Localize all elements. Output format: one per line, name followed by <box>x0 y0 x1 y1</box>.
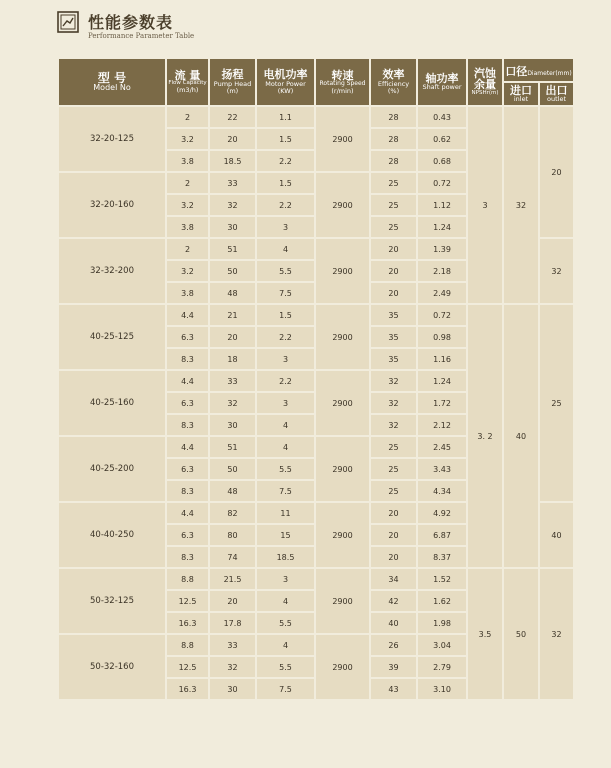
efficiency-cell: 32 <box>371 393 416 413</box>
flow-cell: 8.8 <box>167 635 208 655</box>
efficiency-cell: 39 <box>371 657 416 677</box>
power-cell: 4 <box>257 239 314 259</box>
head-cell: 32 <box>210 657 255 677</box>
power-cell: 7.5 <box>257 679 314 699</box>
page-header <box>0 0 611 52</box>
header-npsh: 汽蚀 余量 NPSHr(m) <box>468 59 502 105</box>
efficiency-cell: 35 <box>371 349 416 369</box>
head-cell: 32 <box>210 195 255 215</box>
shaft-power-cell: 2.45 <box>418 437 466 457</box>
efficiency-cell: 20 <box>371 525 416 545</box>
flow-cell: 3.8 <box>167 217 208 237</box>
head-cell: 20 <box>210 129 255 149</box>
head-cell: 33 <box>210 371 255 391</box>
power-cell: 4 <box>257 635 314 655</box>
efficiency-cell: 20 <box>371 283 416 303</box>
head-cell: 18.5 <box>210 151 255 171</box>
efficiency-cell: 40 <box>371 613 416 633</box>
efficiency-cell: 25 <box>371 437 416 457</box>
power-cell: 1.5 <box>257 173 314 193</box>
shaft-power-cell: 3.43 <box>418 459 466 479</box>
shaft-power-cell: 1.98 <box>418 613 466 633</box>
shaft-power-cell: 0.98 <box>418 327 466 347</box>
speed-cell: 2900 <box>316 107 369 171</box>
inlet-cell: 40 <box>504 305 538 567</box>
header-power: 电机功率 Motor Power (KW) <box>257 59 314 105</box>
table-row <box>59 305 573 325</box>
power-cell: 7.5 <box>257 481 314 501</box>
header-model: 型 号 Model No <box>59 59 165 105</box>
head-cell: 74 <box>210 547 255 567</box>
head-cell: 33 <box>210 173 255 193</box>
flow-cell: 2 <box>167 173 208 193</box>
model-cell: 40-25-200 <box>59 437 165 501</box>
flow-cell: 16.3 <box>167 613 208 633</box>
head-cell: 32 <box>210 393 255 413</box>
efficiency-cell: 32 <box>371 371 416 391</box>
flow-cell: 8.3 <box>167 547 208 567</box>
head-cell: 21 <box>210 305 255 325</box>
efficiency-cell: 28 <box>371 151 416 171</box>
head-cell: 50 <box>210 261 255 281</box>
head-cell: 22 <box>210 107 255 127</box>
power-cell: 3 <box>257 393 314 413</box>
efficiency-cell: 25 <box>371 481 416 501</box>
power-cell: 18.5 <box>257 547 314 567</box>
speed-cell: 2900 <box>316 305 369 369</box>
head-cell: 48 <box>210 283 255 303</box>
head-cell: 18 <box>210 349 255 369</box>
power-cell: 11 <box>257 503 314 523</box>
shaft-power-cell: 1.12 <box>418 195 466 215</box>
shaft-power-cell: 0.62 <box>418 129 466 149</box>
flow-cell: 4.4 <box>167 437 208 457</box>
flow-cell: 8.3 <box>167 481 208 501</box>
flow-cell: 4.4 <box>167 503 208 523</box>
shaft-power-cell: 2.49 <box>418 283 466 303</box>
inlet-cell: 32 <box>504 107 538 303</box>
head-cell: 51 <box>210 239 255 259</box>
model-cell: 50-32-125 <box>59 569 165 633</box>
header-inlet: 进口 inlet <box>504 83 538 105</box>
speed-cell: 2900 <box>316 173 369 237</box>
efficiency-cell: 20 <box>371 503 416 523</box>
efficiency-cell: 34 <box>371 569 416 589</box>
head-cell: 30 <box>210 415 255 435</box>
model-cell: 40-25-160 <box>59 371 165 435</box>
efficiency-cell: 20 <box>371 547 416 567</box>
shaft-power-cell: 1.72 <box>418 393 466 413</box>
table-row <box>59 569 573 589</box>
shaft-power-cell: 4.34 <box>418 481 466 501</box>
page-subtitle: Performance Parameter Table <box>88 32 195 40</box>
head-cell: 82 <box>210 503 255 523</box>
shaft-power-cell: 2.18 <box>418 261 466 281</box>
speed-cell: 2900 <box>316 239 369 303</box>
flow-cell: 3.2 <box>167 261 208 281</box>
model-cell: 40-40-250 <box>59 503 165 567</box>
efficiency-cell: 28 <box>371 107 416 127</box>
head-cell: 30 <box>210 217 255 237</box>
flow-cell: 4.4 <box>167 305 208 325</box>
header-flow: 流 量 Flow Capacity (m3/h) <box>167 59 208 105</box>
efficiency-cell: 25 <box>371 459 416 479</box>
speed-cell: 2900 <box>316 371 369 435</box>
outlet-cell: 32 <box>540 569 573 699</box>
performance-table <box>57 57 575 701</box>
shaft-power-cell: 1.24 <box>418 217 466 237</box>
power-cell: 4 <box>257 437 314 457</box>
power-cell: 2.2 <box>257 195 314 215</box>
shaft-power-cell: 0.72 <box>418 173 466 193</box>
shaft-power-cell: 0.43 <box>418 107 466 127</box>
power-cell: 2.2 <box>257 371 314 391</box>
power-cell: 4 <box>257 415 314 435</box>
flow-cell: 8.3 <box>167 349 208 369</box>
model-cell: 50-32-160 <box>59 635 165 699</box>
flow-cell: 2 <box>167 107 208 127</box>
shaft-power-cell: 0.72 <box>418 305 466 325</box>
head-cell: 21.5 <box>210 569 255 589</box>
outlet-cell: 32 <box>540 239 573 303</box>
head-cell: 30 <box>210 679 255 699</box>
table-row <box>59 107 573 127</box>
flow-cell: 6.3 <box>167 327 208 347</box>
shaft-power-cell: 8.37 <box>418 547 466 567</box>
efficiency-cell: 20 <box>371 239 416 259</box>
outlet-cell: 40 <box>540 503 573 567</box>
efficiency-cell: 26 <box>371 635 416 655</box>
header-diameter: 口径Diameter(mm) <box>504 59 573 81</box>
efficiency-cell: 35 <box>371 305 416 325</box>
shaft-power-cell: 1.39 <box>418 239 466 259</box>
flow-cell: 3.2 <box>167 129 208 149</box>
power-cell: 7.5 <box>257 283 314 303</box>
efficiency-cell: 25 <box>371 173 416 193</box>
shaft-power-cell: 1.52 <box>418 569 466 589</box>
shaft-power-cell: 4.92 <box>418 503 466 523</box>
model-cell: 40-25-125 <box>59 305 165 369</box>
head-cell: 51 <box>210 437 255 457</box>
power-cell: 2.2 <box>257 151 314 171</box>
efficiency-cell: 25 <box>371 217 416 237</box>
power-cell: 5.5 <box>257 459 314 479</box>
efficiency-cell: 43 <box>371 679 416 699</box>
flow-cell: 6.3 <box>167 393 208 413</box>
efficiency-cell: 42 <box>371 591 416 611</box>
shaft-power-cell: 1.16 <box>418 349 466 369</box>
flow-cell: 3.8 <box>167 151 208 171</box>
chart-icon <box>57 11 79 33</box>
npsh-cell: 3 <box>468 107 502 303</box>
shaft-power-cell: 1.24 <box>418 371 466 391</box>
power-cell: 3 <box>257 349 314 369</box>
header-efficiency: 效率 Efficiency (%) <box>371 59 416 105</box>
power-cell: 1.1 <box>257 107 314 127</box>
flow-cell: 2 <box>167 239 208 259</box>
efficiency-cell: 20 <box>371 261 416 281</box>
page-title: 性能参数表 <box>88 13 174 32</box>
power-cell: 5.5 <box>257 613 314 633</box>
header-head: 扬程 Pump Head (m) <box>210 59 255 105</box>
shaft-power-cell: 2.79 <box>418 657 466 677</box>
shaft-power-cell: 2.12 <box>418 415 466 435</box>
shaft-power-cell: 0.68 <box>418 151 466 171</box>
power-cell: 4 <box>257 591 314 611</box>
flow-cell: 8.8 <box>167 569 208 589</box>
power-cell: 15 <box>257 525 314 545</box>
model-cell: 32-20-125 <box>59 107 165 171</box>
shaft-power-cell: 3.10 <box>418 679 466 699</box>
shaft-power-cell: 3.04 <box>418 635 466 655</box>
flow-cell: 12.5 <box>167 591 208 611</box>
speed-cell: 2900 <box>316 503 369 567</box>
shaft-power-cell: 1.62 <box>418 591 466 611</box>
power-cell: 5.5 <box>257 657 314 677</box>
flow-cell: 6.3 <box>167 525 208 545</box>
head-cell: 20 <box>210 591 255 611</box>
efficiency-cell: 25 <box>371 195 416 215</box>
efficiency-cell: 28 <box>371 129 416 149</box>
header-outlet: 出口 outlet <box>540 83 573 105</box>
head-cell: 48 <box>210 481 255 501</box>
head-cell: 50 <box>210 459 255 479</box>
model-cell: 32-32-200 <box>59 239 165 303</box>
flow-cell: 8.3 <box>167 415 208 435</box>
header-shaft-power: 轴功率 Shaft power <box>418 59 466 105</box>
flow-cell: 4.4 <box>167 371 208 391</box>
speed-cell: 2900 <box>316 569 369 633</box>
power-cell: 5.5 <box>257 261 314 281</box>
speed-cell: 2900 <box>316 635 369 699</box>
flow-cell: 6.3 <box>167 459 208 479</box>
efficiency-cell: 32 <box>371 415 416 435</box>
power-cell: 3 <box>257 569 314 589</box>
outlet-cell: 20 <box>540 107 573 237</box>
shaft-power-cell: 6.87 <box>418 525 466 545</box>
power-cell: 2.2 <box>257 327 314 347</box>
flow-cell: 3.2 <box>167 195 208 215</box>
head-cell: 20 <box>210 327 255 347</box>
power-cell: 3 <box>257 217 314 237</box>
efficiency-cell: 35 <box>371 327 416 347</box>
flow-cell: 12.5 <box>167 657 208 677</box>
head-cell: 80 <box>210 525 255 545</box>
npsh-cell: 3.5 <box>468 569 502 699</box>
power-cell: 1.5 <box>257 129 314 149</box>
flow-cell: 16.3 <box>167 679 208 699</box>
inlet-cell: 50 <box>504 569 538 699</box>
header-speed: 转速 Rotating Speed (r/min) <box>316 59 369 105</box>
flow-cell: 3.8 <box>167 283 208 303</box>
npsh-cell: 3. 2 <box>468 305 502 567</box>
head-cell: 17.8 <box>210 613 255 633</box>
power-cell: 1.5 <box>257 305 314 325</box>
speed-cell: 2900 <box>316 437 369 501</box>
model-cell: 32-20-160 <box>59 173 165 237</box>
outlet-cell: 25 <box>540 305 573 501</box>
head-cell: 33 <box>210 635 255 655</box>
